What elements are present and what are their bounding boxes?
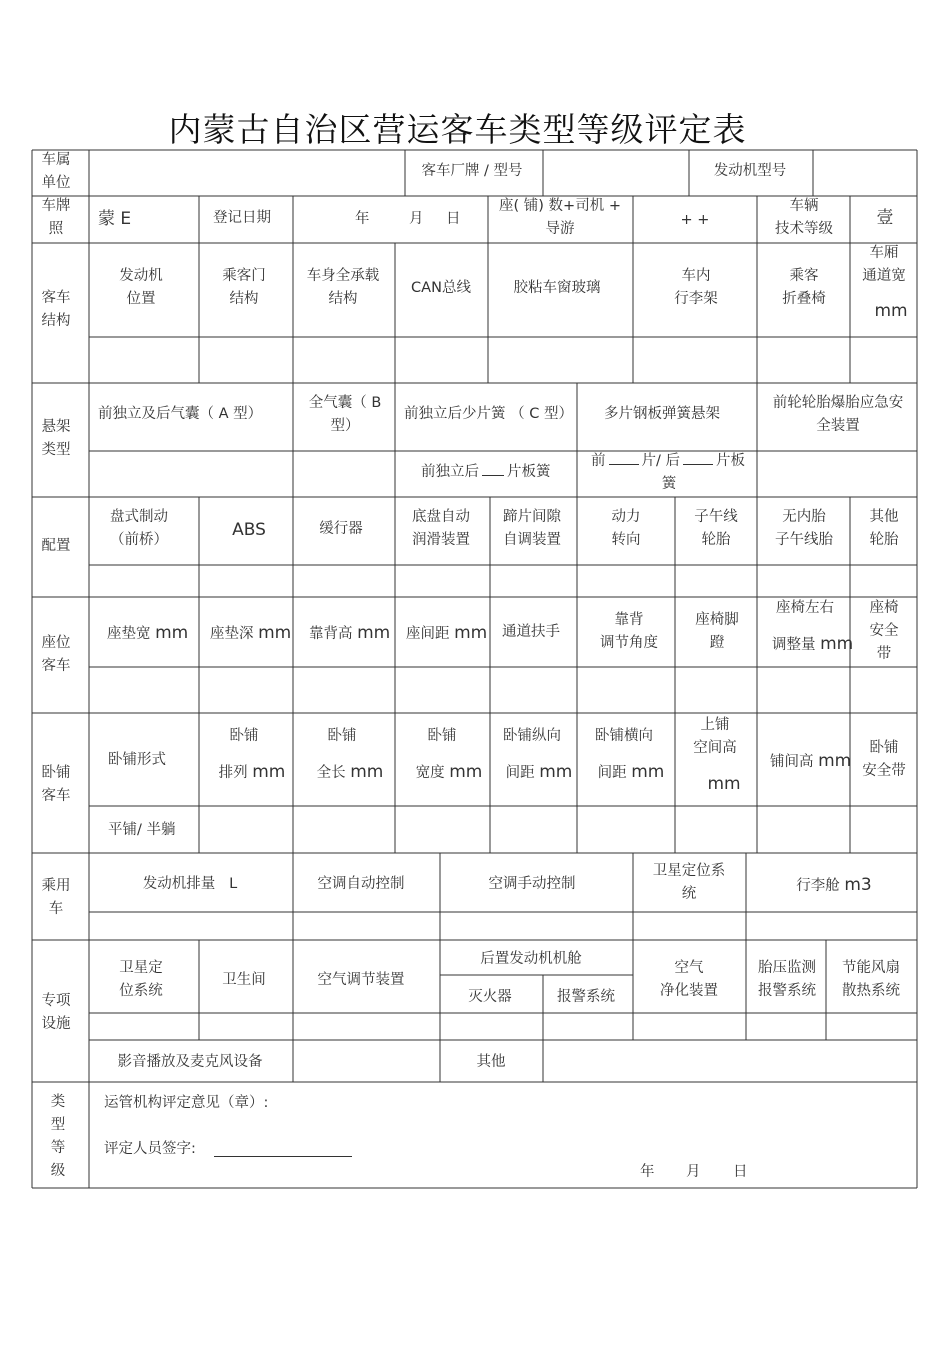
signature-label: 评定人员签字: [104, 1141, 196, 1157]
suspension-label: 悬架 类型 [41, 419, 71, 458]
berth-cross-pitch-unit: 间距 mm [597, 762, 665, 782]
passenger-car-label: 乘用 车 [41, 878, 71, 917]
door-structure-label: 乘客门 结构 [222, 268, 266, 307]
seat-width-label: 座垫宽 mm [107, 623, 189, 643]
berth-long-pitch-unit: 间距 mm [505, 762, 573, 782]
folding-seat-label: 乘客 折叠椅 [782, 268, 826, 307]
auto-lube-label: 底盘自动 润滑装置 [412, 509, 470, 548]
body-structure-label: 车身全承载 结构 [306, 268, 380, 307]
date-year: 年 [355, 211, 370, 227]
luggage-rack-label: 车内 行李架 [674, 268, 718, 307]
shoe-gap-label: 蹄片间隙 自调装置 [503, 509, 561, 548]
tire-burst-device-label: 前轮轮胎爆胎应急安 全装置 [772, 395, 904, 434]
special-facilities-label: 专项 设施 [41, 993, 71, 1032]
rear-engine-bay-label: 后置发动机机舱 [480, 951, 582, 967]
disc-brake-label: 盘式制动 （前桥） [110, 509, 168, 548]
seat-pitch-label: 座间距 mm [406, 623, 488, 643]
berth-width-unit: 宽度 mm [415, 762, 483, 782]
engine-model-label: 发动机型号 [713, 163, 787, 179]
auto-ac-label: 空调自动控制 [317, 876, 405, 892]
leaf-spring-label: 多片钢板弹簧悬架 [604, 406, 720, 422]
opinion-label: 运管机构评定意见（章）: [104, 1095, 269, 1111]
grade-value: 壹 [876, 208, 894, 228]
extinguisher-label: 灭火器 [468, 989, 512, 1005]
berth-form-label: 卧铺形式 [108, 752, 166, 768]
upper-berth-label: 上铺 空间高 [693, 717, 737, 756]
grade-label: 车辆 技术等级 [775, 198, 833, 237]
berth-cross-pitch-label: 卧铺横向 [595, 728, 653, 744]
gps-label: 卫星定 位系统 [119, 960, 163, 999]
aisle-width-label: 车厢 通道宽 [862, 245, 906, 284]
abs-label: ABS [232, 520, 266, 540]
air-purifier-label: 空气 净化装置 [660, 960, 718, 999]
glued-glass-label: 胶粘车窗玻璃 [513, 280, 601, 296]
fan-cooling-label: 节能风扇 散热系统 [842, 960, 900, 999]
berth-long-pitch-label: 卧铺纵向 [503, 728, 561, 744]
other-tire-label: 其他 轮胎 [869, 509, 899, 548]
seat-belt-label: 座椅 安全 带 [869, 600, 899, 662]
luggage-volume-label: 行李舱 m3 [796, 875, 872, 895]
radial-tire-label: 子午线 轮胎 [694, 509, 738, 548]
plate-label: 车牌 照 [41, 198, 71, 237]
berth-length-label: 卧铺 [327, 728, 357, 744]
seat-depth-label: 座垫深 mm [210, 623, 292, 643]
between-berth-label: 铺间高 mm [770, 751, 852, 771]
front-rear-leaf: 前 片/ 后 片板 [591, 450, 745, 473]
brand-model-label: 客车厂牌 / 型号 [421, 163, 523, 179]
owner-label: 车属 单位 [41, 152, 71, 191]
air-conditioning-label: 空气调节装置 [317, 972, 405, 988]
date-day: 日 [446, 211, 461, 227]
av-equipment-label: 影音播放及麦克风设备 [117, 1054, 263, 1070]
alarm-system-label: 报警系统 [557, 989, 615, 1005]
seats-value: + + [680, 212, 710, 228]
footrest-label: 座椅脚 蹬 [695, 612, 739, 651]
toilet-label: 卫生间 [222, 972, 266, 988]
berth-arrangement-label: 卧铺 [229, 728, 259, 744]
config-label: 配置 [41, 538, 71, 554]
front-independent-leaf: 前独立后 片板簧 [421, 461, 551, 484]
signature-line[interactable] [214, 1156, 352, 1157]
reg-date-label: 登记日期 [213, 210, 271, 226]
tubeless-tire-label: 无内胎 子午线胎 [775, 509, 833, 548]
manual-ac-label: 空调手动控制 [488, 876, 576, 892]
front-rear-leaf-end: 簧 [661, 476, 677, 492]
aisle-unit: mm [874, 301, 908, 321]
retarder-label: 缓行器 [319, 521, 363, 537]
back-height-label: 靠背高 mm [309, 623, 391, 643]
seats-label: 座( 铺) 数+司机 + 导游 [499, 198, 621, 237]
rating-year: 年 [640, 1164, 655, 1180]
displacement-label: 发动机排量 L [142, 876, 238, 892]
tpms-label: 胎压监测 报警系统 [758, 960, 816, 999]
berth-belt-label: 卧铺 安全带 [862, 740, 906, 779]
aisle-handrail-label: 通道扶手 [502, 624, 560, 640]
suspension-a-type: 前独立及后气囊（ A 型） [98, 406, 263, 422]
seat-lr-adjust-amount: 调整量 mm [772, 634, 854, 654]
date-month: 月 [409, 211, 424, 227]
berth-length-unit: 全长 mm [316, 762, 384, 782]
engine-position-label: 发动机 位置 [119, 268, 163, 307]
suspension-b-type: 全气囊（ B 型） [308, 395, 382, 434]
upper-berth-unit: mm [707, 774, 741, 794]
other-facility-label: 其他 [476, 1054, 506, 1070]
plate-value: 蒙 E [98, 209, 132, 229]
seat-lr-adjust-label: 座椅左右 [776, 600, 834, 616]
rating-month: 月 [686, 1164, 701, 1180]
berth-arrangement-unit: 排列 mm [218, 762, 286, 782]
sleeper-bus-label: 卧铺 客车 [41, 765, 71, 804]
gps-system-label: 卫星定位系 统 [652, 863, 726, 902]
rating-day: 日 [733, 1164, 748, 1180]
rating-label: 类 型 等 级 [50, 1094, 66, 1179]
power-steering-label: 动力 转向 [611, 509, 641, 548]
back-angle-label: 靠背 调节角度 [600, 612, 658, 651]
can-bus-label: CAN总线 [411, 280, 471, 296]
structure-label: 客车 结构 [41, 290, 71, 329]
suspension-c-type: 前独立后少片簧 （ C 型） [404, 406, 573, 422]
berth-width-label: 卧铺 [427, 728, 457, 744]
page-title: 内蒙古自治区营运客车类型等级评定表 [168, 110, 747, 149]
seat-bus-label: 座位 客车 [41, 635, 71, 674]
flat-semi-label: 平铺/ 半躺 [108, 822, 176, 838]
